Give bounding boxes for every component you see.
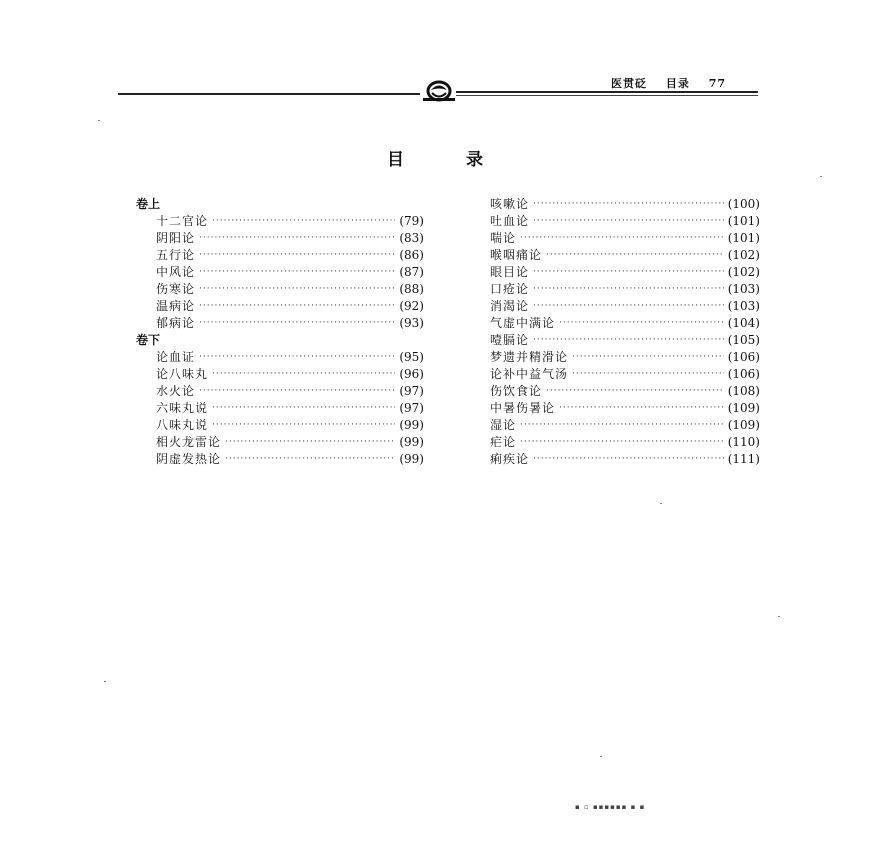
scan-speck <box>820 176 822 177</box>
scan-noise: ▪ ▫ ▪▪▪▪▪▪ ▪ ▪ <box>575 803 646 811</box>
toc-entry-page: (88) <box>399 282 424 296</box>
toc-leader-dots <box>199 298 395 315</box>
toc-entry-page: (87) <box>399 265 424 279</box>
toc-entry-title: 梦遗并精滑论 <box>490 350 569 364</box>
toc-leader-dots <box>199 230 395 247</box>
toc-entry[interactable] <box>490 196 760 213</box>
toc-entry-page: (97) <box>399 401 424 415</box>
toc-leader-dots <box>520 434 724 451</box>
toc-leader-dots <box>546 383 724 400</box>
toc-entry[interactable] <box>490 247 760 264</box>
toc-section-heading: 卷下 <box>136 333 161 347</box>
running-head <box>611 75 740 91</box>
toc-entry[interactable] <box>490 230 760 247</box>
toc-leader-dots <box>212 400 395 417</box>
toc-entry-page: (109) <box>727 418 760 432</box>
toc-leader-dots <box>199 349 395 366</box>
toc-entry-page: (102) <box>727 248 760 262</box>
toc-entry-title: 中风论 <box>156 265 196 279</box>
toc-entry-page: (95) <box>399 350 424 364</box>
toc-entry-page: (99) <box>399 418 424 432</box>
toc-leader-dots <box>225 434 395 451</box>
toc-entry[interactable] <box>136 213 424 230</box>
toc-entry[interactable] <box>136 264 424 281</box>
toc-entry[interactable] <box>136 349 424 366</box>
toc-entry[interactable] <box>136 315 424 332</box>
scan-speck <box>778 616 780 617</box>
toc-leader-dots <box>572 366 724 383</box>
toc-leader-dots <box>559 400 724 417</box>
toc-entry-title: 口疮论 <box>490 282 530 296</box>
toc-entry-title: 气虚中满论 <box>490 316 556 330</box>
toc-entry[interactable] <box>136 366 424 383</box>
toc-leader-dots <box>199 315 395 332</box>
toc-entry[interactable] <box>490 400 760 417</box>
toc-entry-title: 论补中益气汤 <box>490 367 569 381</box>
toc-entry[interactable] <box>136 298 424 315</box>
toc-leader-dots <box>199 247 395 264</box>
scan-speck <box>104 681 106 682</box>
toc-leader-dots <box>212 366 395 383</box>
toc-entry-page: (83) <box>399 231 424 245</box>
toc-leader-dots <box>199 281 395 298</box>
toc-entry-title: 喘论 <box>490 231 517 245</box>
toc-entry-title: 伤饮食论 <box>490 384 543 398</box>
toc-entry-title: 湿论 <box>490 418 517 432</box>
toc-entry-page: (101) <box>727 231 760 245</box>
toc-entry[interactable] <box>490 366 760 383</box>
toc-entry[interactable] <box>136 281 424 298</box>
toc-entry[interactable] <box>490 281 760 298</box>
toc-entry-title: 论八味丸 <box>156 367 209 381</box>
toc-entry[interactable] <box>490 315 760 332</box>
scan-speck <box>660 503 662 504</box>
toc-leader-dots <box>533 451 724 468</box>
toc-leader-dots <box>225 451 395 468</box>
toc-leader-dots <box>533 281 724 298</box>
toc-entry[interactable] <box>490 383 760 400</box>
toc-entry-title: 眼目论 <box>490 265 530 279</box>
toc-leader-dots <box>212 417 395 434</box>
toc-entry[interactable] <box>490 349 760 366</box>
toc-entry-title: 喉咽痛论 <box>490 248 543 262</box>
running-head-book: 医贯砭 <box>611 77 647 90</box>
toc-entry-page: (79) <box>399 214 424 228</box>
toc-entry[interactable] <box>490 332 760 349</box>
toc-entry-title: 吐血论 <box>490 214 530 228</box>
toc-entry-page: (104) <box>727 316 760 330</box>
scan-speck <box>600 756 602 757</box>
toc-entry-title: 温病论 <box>156 299 196 313</box>
page-title-char-1: 目 <box>387 150 405 170</box>
toc-entry-page: (93) <box>399 316 424 330</box>
scan-speck <box>98 120 100 121</box>
toc-entry-title: 相火龙雷论 <box>156 435 222 449</box>
header-rule-right <box>456 91 758 93</box>
toc-entry[interactable] <box>490 451 760 468</box>
toc-entry-page: (96) <box>399 367 424 381</box>
toc-entry-page: (111) <box>727 452 760 466</box>
toc-entry[interactable] <box>490 264 760 281</box>
toc-entry[interactable] <box>490 213 760 230</box>
toc-entry-title: 噎膈论 <box>490 333 530 347</box>
toc-entry[interactable] <box>136 451 424 468</box>
running-head-section: 目录 <box>665 77 690 90</box>
toc-entry-page: (110) <box>727 435 760 449</box>
toc-leader-dots <box>533 298 724 315</box>
toc-section-heading: 卷上 <box>136 197 161 211</box>
toc-entry[interactable] <box>490 298 760 315</box>
toc-entry-title: 消渴论 <box>490 299 530 313</box>
toc-entry-page: (103) <box>727 282 760 296</box>
toc-entry-page: (108) <box>727 384 760 398</box>
toc-left-column <box>136 196 424 468</box>
running-head-page-number: 77 <box>708 77 726 90</box>
publisher-emblem-icon <box>422 78 456 104</box>
page-title-char-2: 录 <box>465 150 483 170</box>
toc-entry[interactable] <box>490 434 760 451</box>
page-title <box>0 145 870 170</box>
toc-leader-dots <box>572 349 724 366</box>
toc-leader-dots <box>546 247 724 264</box>
toc-entry[interactable] <box>136 383 424 400</box>
toc-entry-title: 八味丸说 <box>156 418 209 432</box>
toc-leader-dots <box>559 315 724 332</box>
toc-leader-dots <box>199 264 395 281</box>
toc-entry[interactable] <box>136 247 424 264</box>
toc-entry-page: (102) <box>727 265 760 279</box>
toc-entry-page: (100) <box>727 197 760 211</box>
toc-entry-title: 疟论 <box>490 435 517 449</box>
toc-entry-page: (101) <box>727 214 760 228</box>
toc-entry-title: 水火论 <box>156 384 196 398</box>
toc-entry-page: (103) <box>727 299 760 313</box>
toc-leader-dots <box>212 213 395 230</box>
header-rule-left <box>118 93 420 95</box>
toc-entry-title: 阴虚发热论 <box>156 452 222 466</box>
toc-entry-page: (106) <box>727 367 760 381</box>
toc-entry[interactable] <box>490 417 760 434</box>
toc-entry-page: (86) <box>399 248 424 262</box>
toc-entry-page: (99) <box>399 452 424 466</box>
toc-leader-dots <box>520 230 724 247</box>
toc-entry-title: 十二官论 <box>156 214 209 228</box>
toc-entry-title: 中暑伤暑论 <box>490 401 556 415</box>
toc-entry-title: 五行论 <box>156 248 196 262</box>
toc-entry-title: 痢疾论 <box>490 452 530 466</box>
toc-entry-page: (92) <box>399 299 424 313</box>
toc-entry-title: 咳嗽论 <box>490 197 530 211</box>
toc-entry-title: 阴阳论 <box>156 231 196 245</box>
toc-entry[interactable] <box>136 417 424 434</box>
toc-entry[interactable] <box>136 400 424 417</box>
toc-entry-title: 论血证 <box>156 350 196 364</box>
toc-entry[interactable] <box>136 230 424 247</box>
toc-leader-dots <box>533 264 724 281</box>
toc-entry[interactable] <box>136 434 424 451</box>
toc-right-column <box>490 196 760 468</box>
toc-entry-page: (105) <box>727 333 760 347</box>
toc-leader-dots <box>533 332 724 349</box>
toc-leader-dots <box>199 383 395 400</box>
toc-entry-title: 郁病论 <box>156 316 196 330</box>
toc-leader-dots <box>533 213 724 230</box>
toc-leader-dots <box>533 196 724 213</box>
toc-entry-page: (99) <box>399 435 424 449</box>
header-rule-right-thin <box>456 95 758 96</box>
toc-leader-dots <box>520 417 724 434</box>
toc-entry-page: (109) <box>727 401 760 415</box>
toc-entry-page: (97) <box>399 384 424 398</box>
toc-entry-page: (106) <box>727 350 760 364</box>
toc-entry-title: 六味丸说 <box>156 401 209 415</box>
toc-entry-title: 伤寒论 <box>156 282 196 296</box>
